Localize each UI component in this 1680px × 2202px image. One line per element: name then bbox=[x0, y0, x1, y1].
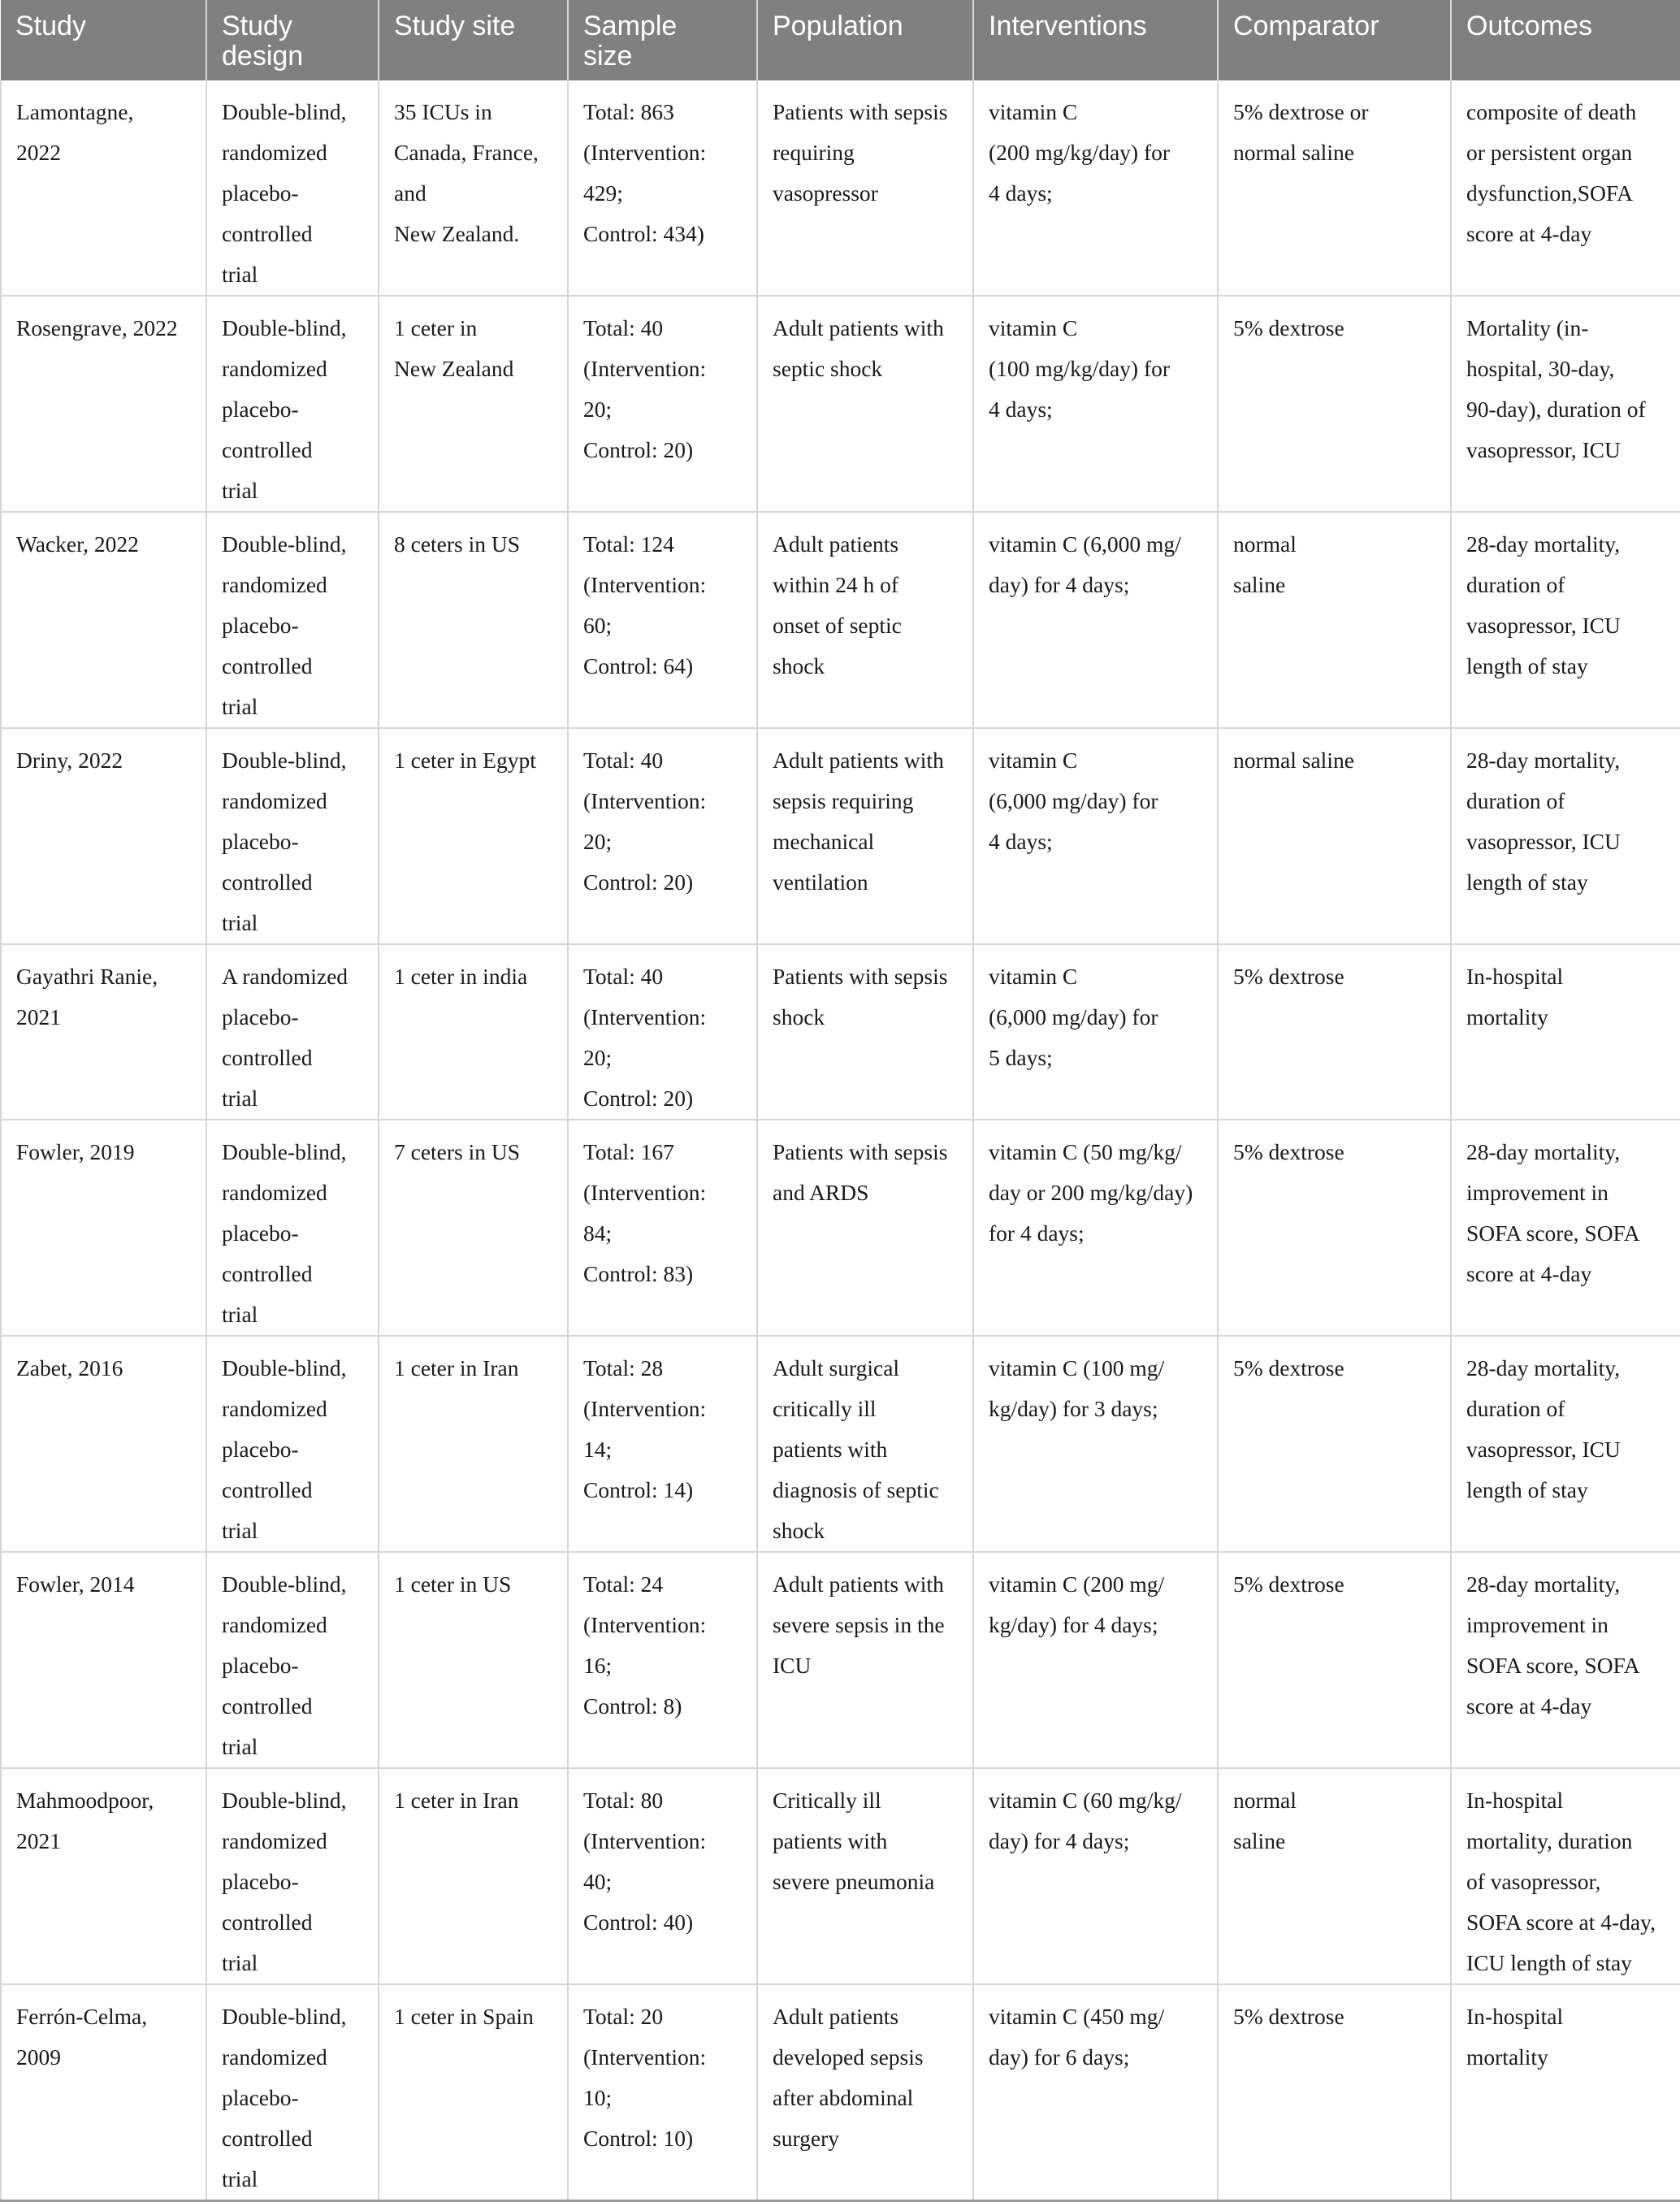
table-cell bbox=[1, 944, 206, 1120]
table-row bbox=[1, 1984, 1680, 2201]
table-cell bbox=[206, 1336, 379, 1552]
table-cell bbox=[1, 512, 206, 728]
table-cell bbox=[568, 1984, 757, 2201]
table-cell bbox=[206, 944, 379, 1120]
table-row bbox=[1, 296, 1680, 512]
cell-text: Total: 20 (Intervention: 10; Control: 10) bbox=[583, 2004, 707, 2151]
table-cell bbox=[973, 1336, 1218, 1552]
column-header: Study site bbox=[379, 0, 568, 80]
table-cell bbox=[206, 1768, 379, 1984]
table-row bbox=[1, 1336, 1680, 1552]
table-cell bbox=[1451, 1336, 1680, 1552]
table-cell bbox=[973, 944, 1218, 1120]
cell-text: In-hospital mortality, duration of vasopressor, SOFA score at 4-day, ICU length of stay bbox=[1466, 1788, 1656, 1975]
table-row bbox=[1, 728, 1680, 944]
cell-text: 35 ICUs in Canada, France, and New Zealand. bbox=[394, 99, 539, 246]
cell-text: Driny, 2022 bbox=[16, 748, 123, 773]
cell-text: vitamin C (6,000 mg/ day) for 4 days; bbox=[989, 531, 1181, 597]
cell-text: Wacker, 2022 bbox=[16, 531, 139, 557]
table-row bbox=[1, 1552, 1680, 1768]
table-cell bbox=[1218, 296, 1451, 512]
table-cell bbox=[568, 728, 757, 944]
table-cell bbox=[1218, 1336, 1451, 1552]
cell-text: vitamin C (50 mg/kg/ day or 200 mg/kg/day) for 4 days; bbox=[989, 1139, 1193, 1246]
cell-text: Critically ill patients with severe pneumonia bbox=[773, 1788, 935, 1894]
table-cell bbox=[568, 1120, 757, 1336]
cell-text: Adult patients with sepsis requiring mechanical ventilation bbox=[773, 748, 944, 895]
cell-text: Adult patients with septic shock bbox=[773, 315, 944, 381]
table-cell bbox=[973, 296, 1218, 512]
cell-text: Adult patients within 24 h of onset of septic shock bbox=[773, 531, 902, 678]
table-cell bbox=[973, 728, 1218, 944]
cell-text: 5% dextrose bbox=[1233, 1571, 1344, 1597]
table-cell bbox=[1218, 1768, 1451, 1984]
cell-text: Patients with sepsis shock bbox=[773, 964, 948, 1029]
table-cell bbox=[1451, 1768, 1680, 1984]
cell-text: Double-blind, randomized placebo- controlled trial bbox=[222, 748, 347, 935]
table-cell bbox=[568, 944, 757, 1120]
table-cell bbox=[1, 1552, 206, 1768]
cell-text: normal saline bbox=[1233, 1788, 1297, 1853]
cell-text: Gayathri Ranie, 2021 bbox=[16, 964, 158, 1029]
cell-text: Total: 24 (Intervention: 16; Control: 8) bbox=[583, 1571, 707, 1719]
table-cell bbox=[568, 1552, 757, 1768]
column-header: Interventions bbox=[973, 0, 1218, 80]
table-cell bbox=[379, 512, 568, 728]
table-cell bbox=[757, 944, 973, 1120]
table-cell bbox=[206, 296, 379, 512]
cell-text: vitamin C (200 mg/ kg/day) for 4 days; bbox=[989, 1571, 1165, 1637]
cell-text: vitamin C (100 mg/kg/day) for 4 days; bbox=[989, 315, 1171, 422]
table-row bbox=[1, 1768, 1680, 1984]
cell-text: A randomized placebo- controlled trial bbox=[222, 964, 349, 1111]
cell-text: vitamin C (6,000 mg/day) for 5 days; bbox=[989, 964, 1158, 1070]
table-cell bbox=[568, 1768, 757, 1984]
cell-text: 5% dextrose or normal saline bbox=[1233, 99, 1369, 165]
cell-text: 1 ceter in Iran bbox=[394, 1355, 519, 1381]
table-cell bbox=[973, 1120, 1218, 1336]
table-cell bbox=[568, 1336, 757, 1552]
table-cell bbox=[757, 512, 973, 728]
table-cell bbox=[1451, 728, 1680, 944]
cell-text: Double-blind, randomized placebo- controlled trial bbox=[222, 1571, 347, 1759]
cell-text: 1 ceter in Iran bbox=[394, 1788, 519, 1813]
cell-text: 28-day mortality, duration of vasopressor, ICU length of stay bbox=[1466, 531, 1621, 678]
cell-text: normal saline bbox=[1233, 748, 1354, 773]
table-cell bbox=[1451, 1552, 1680, 1768]
cell-text: Mortality (in- hospital, 30-day, 90-day), duration of vasopressor, ICU bbox=[1466, 315, 1646, 462]
cell-text: Patients with sepsis requiring vasopressor bbox=[773, 99, 948, 206]
cell-text: Total: 80 (Intervention: 40; Control: 40) bbox=[583, 1788, 707, 1935]
table-cell bbox=[568, 80, 757, 296]
cell-text: vitamin C (100 mg/ kg/day) for 3 days; bbox=[989, 1355, 1165, 1421]
table-cell bbox=[206, 1552, 379, 1768]
cell-text: Adult patients developed sepsis after abdominal surgery bbox=[773, 2004, 924, 2151]
table-cell bbox=[757, 728, 973, 944]
table-cell bbox=[379, 944, 568, 1120]
table-cell bbox=[379, 1120, 568, 1336]
column-header: Sample size bbox=[568, 0, 757, 80]
cell-text: Adult surgical critically ill patients with diagnosis of septic shock bbox=[773, 1355, 939, 1543]
table-cell bbox=[379, 80, 568, 296]
cell-text: vitamin C (450 mg/ day) for 6 days; bbox=[989, 2004, 1165, 2070]
cell-text: 5% dextrose bbox=[1233, 1355, 1344, 1381]
cell-text: 5% dextrose bbox=[1233, 1139, 1344, 1164]
table-cell bbox=[206, 728, 379, 944]
cell-text: Ferrón-Celma, 2009 bbox=[16, 2004, 148, 2070]
header-row bbox=[1, 0, 1680, 80]
table-row bbox=[1, 80, 1680, 296]
table-cell bbox=[1451, 296, 1680, 512]
column-header: Comparator bbox=[1218, 0, 1451, 80]
table-cell bbox=[379, 728, 568, 944]
cell-text: 1 ceter in US bbox=[394, 1571, 512, 1597]
table-cell bbox=[973, 512, 1218, 728]
column-header: Outcomes bbox=[1451, 0, 1680, 80]
table-cell bbox=[1, 80, 206, 296]
table-cell bbox=[1218, 1552, 1451, 1768]
cell-text: composite of death or persistent organ dysfunction,SOFA score at 4-day bbox=[1466, 99, 1637, 246]
cell-text: Total: 40 (Intervention: 20; Control: 20) bbox=[583, 964, 707, 1111]
cell-text: 5% dextrose bbox=[1233, 2004, 1344, 2029]
table-cell bbox=[1451, 944, 1680, 1120]
cell-text: 28-day mortality, improvement in SOFA score, SOFA score at 4-day bbox=[1466, 1139, 1640, 1286]
table-row bbox=[1, 944, 1680, 1120]
cell-text: Double-blind, randomized placebo- controlled trial bbox=[222, 2004, 347, 2191]
cell-text: Double-blind, randomized placebo- controlled trial bbox=[222, 99, 347, 287]
table-cell bbox=[206, 512, 379, 728]
cell-text: vitamin C (200 mg/kg/day) for 4 days; bbox=[989, 99, 1171, 206]
cell-text: 28-day mortality, improvement in SOFA score, SOFA score at 4-day bbox=[1466, 1571, 1640, 1719]
table-cell bbox=[1218, 1984, 1451, 2201]
cell-text: Adult patients with severe sepsis in the ICU bbox=[773, 1571, 945, 1678]
cell-text: normal saline bbox=[1233, 531, 1297, 597]
table-cell bbox=[757, 1768, 973, 1984]
cell-text: vitamin C (6,000 mg/day) for 4 days; bbox=[989, 748, 1158, 854]
table-cell bbox=[1218, 1120, 1451, 1336]
cell-text: Total: 40 (Intervention: 20; Control: 20) bbox=[583, 748, 707, 895]
cell-text: Fowler, 2019 bbox=[16, 1139, 135, 1164]
cell-text: In-hospital mortality bbox=[1466, 2004, 1564, 2070]
table-cell bbox=[757, 296, 973, 512]
table-row bbox=[1, 1120, 1680, 1336]
table-cell bbox=[973, 1768, 1218, 1984]
table-cell bbox=[973, 1984, 1218, 2201]
table-cell bbox=[757, 1552, 973, 1768]
table-cell bbox=[1451, 1984, 1680, 2201]
table-cell bbox=[206, 1984, 379, 2201]
table-cell bbox=[1218, 944, 1451, 1120]
table-cell bbox=[1218, 512, 1451, 728]
cell-text: 28-day mortality, duration of vasopressor, ICU length of stay bbox=[1466, 748, 1621, 895]
cell-text: Double-blind, randomized placebo- controlled trial bbox=[222, 1788, 347, 1975]
cell-text: 1 ceter in Spain bbox=[394, 2004, 534, 2029]
table-cell bbox=[568, 296, 757, 512]
cell-text: Total: 124 (Intervention: 60; Control: 64) bbox=[583, 531, 707, 678]
cell-text: Mahmoodpoor, 2021 bbox=[16, 1788, 154, 1853]
table-cell bbox=[1218, 80, 1451, 296]
table-cell bbox=[1, 728, 206, 944]
table-cell bbox=[1, 1768, 206, 1984]
cell-text: Double-blind, randomized placebo- controlled trial bbox=[222, 1355, 347, 1543]
cell-text: 1 ceter in New Zealand bbox=[394, 315, 514, 381]
cell-text: 7 ceters in US bbox=[394, 1139, 521, 1164]
cell-text: Fowler, 2014 bbox=[16, 1571, 135, 1597]
table-cell bbox=[757, 1336, 973, 1552]
table-cell bbox=[1, 1120, 206, 1336]
table-cell bbox=[379, 296, 568, 512]
column-header: Study bbox=[1, 0, 206, 80]
table-cell bbox=[379, 1552, 568, 1768]
cell-text: 28-day mortality, duration of vasopressor, ICU length of stay bbox=[1466, 1355, 1621, 1502]
table-cell bbox=[757, 80, 973, 296]
cell-text: Double-blind, randomized placebo- controlled trial bbox=[222, 531, 347, 719]
table-cell bbox=[206, 1120, 379, 1336]
cell-text: 5% dextrose bbox=[1233, 315, 1344, 340]
cell-text: Total: 167 (Intervention: 84; Control: 83) bbox=[583, 1139, 707, 1286]
table-cell bbox=[206, 80, 379, 296]
cell-text: Lamontagne, 2022 bbox=[16, 99, 134, 165]
table-cell bbox=[1, 1984, 206, 2201]
table-cell bbox=[757, 1984, 973, 2201]
cell-text: 5% dextrose bbox=[1233, 964, 1344, 989]
cell-text: 1 ceter in india bbox=[394, 964, 528, 989]
table-cell bbox=[1451, 1120, 1680, 1336]
table-cell bbox=[973, 80, 1218, 296]
table-cell bbox=[568, 512, 757, 728]
cell-text: Total: 28 (Intervention: 14; Control: 14) bbox=[583, 1355, 707, 1502]
column-header: Study design bbox=[206, 0, 379, 80]
cell-text: 1 ceter in Egypt bbox=[394, 748, 536, 773]
cell-text: Total: 863 (Intervention: 429; Control: 434) bbox=[583, 99, 707, 246]
table-cell bbox=[379, 1768, 568, 1984]
cell-text: vitamin C (60 mg/kg/ day) for 4 days; bbox=[989, 1788, 1182, 1853]
cell-text: In-hospital mortality bbox=[1466, 964, 1564, 1029]
table-cell bbox=[1451, 512, 1680, 728]
cell-text: Zabet, 2016 bbox=[16, 1355, 123, 1381]
cell-text: 8 ceters in US bbox=[394, 531, 521, 557]
table-cell bbox=[973, 1552, 1218, 1768]
cell-text: Rosengrave, 2022 bbox=[16, 315, 178, 340]
table-cell bbox=[757, 1120, 973, 1336]
table-cell bbox=[1451, 80, 1680, 296]
table-cell bbox=[379, 1336, 568, 1552]
cell-text: Patients with sepsis and ARDS bbox=[773, 1139, 948, 1205]
table-cell bbox=[1218, 728, 1451, 944]
cell-text: Double-blind, randomized placebo- controlled trial bbox=[222, 1139, 347, 1327]
table-cell bbox=[1, 296, 206, 512]
cell-text: Double-blind, randomized placebo- controlled trial bbox=[222, 315, 347, 503]
table-cell bbox=[1, 1336, 206, 1552]
table-cell bbox=[379, 1984, 568, 2201]
table-row bbox=[1, 512, 1680, 728]
column-header: Population bbox=[757, 0, 973, 80]
cell-text: Total: 40 (Intervention: 20; Control: 20) bbox=[583, 315, 707, 462]
